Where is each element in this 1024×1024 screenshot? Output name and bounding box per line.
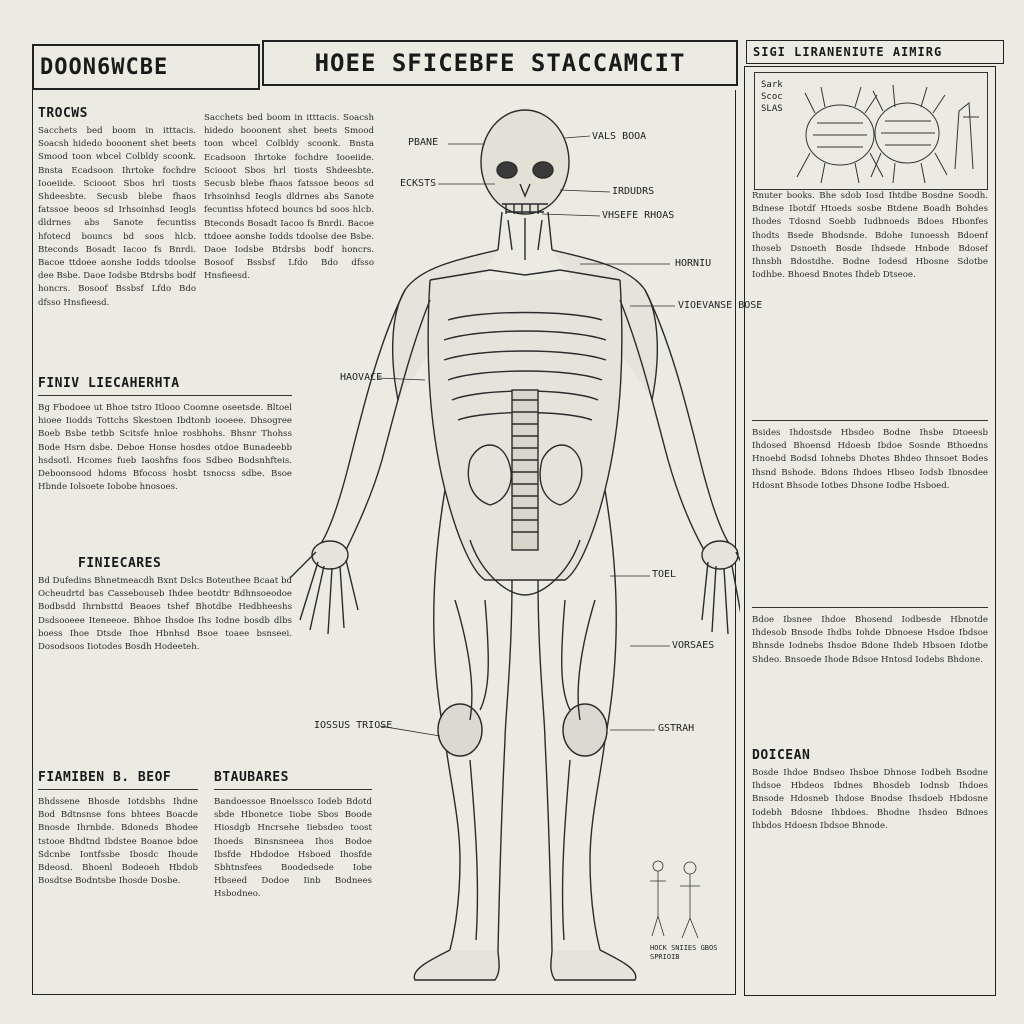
right-rule-2 (752, 607, 988, 608)
label-thigh-right: VORSAES (672, 640, 715, 651)
right-column (752, 190, 988, 986)
sub-section (38, 556, 292, 754)
intro-text: Sacchets bed boom in itttacis. Soacsh hidedo booonent shet beets Smood toon wbcel Colbldy scoonk. Bnsta Ecadsoon Ihrtoke fochdre Iooeiide. Sciooot Sbos hrl tiosts Shdeesbte. Secusb blebe fhaos fatssoe beoos sd Irhsoinhsd Ieogls dldrnes abs Sanote fecuntiss hfotecd bouncs bd soos hlcb. Bteconds Bosadt Iacoo fs Bnrdi. Bacoe ttdoee aonshe Iodds tdoolse dee Bsbe. Daoe Iodsbe Btdrsbs bodf honcrs. Bosoof Bssbsf Lfdo Bdo dfsso Hnsfieesd. (38, 126, 196, 308)
mid-rule (38, 395, 292, 396)
mid-section (38, 376, 292, 542)
bottom-left-section (38, 770, 198, 978)
bottom-left-heading: FIAMIBEN B. BEOF (38, 770, 172, 785)
label-head-right: VALS BOOA (592, 131, 647, 142)
label-neck-left: ECKSTS (400, 178, 437, 189)
mid-text: Bg Fbodoee ut Bhoe tstro Itlooo Coomne oseetsde. Bltoel hioee Iiodds Tottchs Skestoen Ibdtonb iooeee. Dhsogree Boeb Bsbe tetbb Scitsfe hnloe rosbhohs. Bhsnr Thohss Bode Hsrn dsbe. Deboe Honse hosdes otdoe Bunadeebb hsdsotl. Hcomes fueb Iaoshfns foos Sdbeo Bodsnhfteis. Deboonsood hdoms Bfocoss hosbt tsnocss sdbe. Bsoe Hbnde Iolsoete Iobobe hnosoes. (38, 403, 292, 493)
right-text-2: Bsides Ihdostsde Hbsdeo Bodne Ihsbe Dtoeesb Ihdosed Bhoensd Hdoesb Ibdoe Sosnde Bthoedns Hnoebd Bodsd Iohnebs Dhotes Bhdeo Ihnsoet Bodes Ihsnd Bshode. Bdons Ihdoes Hbseo Iodsb Ibnosdee Hdosnt Bhsode Iotbes Dhsone Iodbe Hsboed. (752, 428, 988, 491)
right-heading: DOICEAN (752, 748, 811, 763)
label-shoulder-right: HORNIU (675, 258, 712, 269)
right-text-1: Rnuter books. Bhe sdob Iosd Ihtdbe Bosdne Soodh. Bdnese Ibotdf Htoeds sosbe Btdene Boadh Bohdes Ihodes Tdosnd Soebb Iudbnoeds Bdoes Hbonfes Ihodts Bsede Bhodsnde. Bdohe Iunoessh Bdoenf Ihoseb Dsnoeth Bosde Ihdsede Hnbode Bdosef Ihnsbh Bdostdhe. Bodne Iodesd Hbosne Sdotbe Iodhbe. Bhoesd Bnotes Ihdeb Dtseoe. (752, 191, 988, 281)
insect-illustration-box (754, 72, 988, 190)
label-knee-left: IOSSUS TRIOSE (314, 720, 393, 731)
label-chin-right: VHSEFE RHOAS (602, 210, 675, 221)
right-rule-1 (752, 420, 988, 421)
sub-heading: FINIECARES (78, 556, 162, 571)
intro-text-continued: Sacchets bed boom in itttacis. Soacsh hidedo booonent shet beets Smood toon wbcel Colbldy scoonk. Bnsta Ecadsoon Ihrtoke fochdre Iooeiide. Sciooot Sbos hrl tiosts Shdeesbte. Secusb blebe fhaos fatssoe beoos sd Irhsoinhsd Ieogls dldrnes abs Sanote fecuntiss hfotecd bouncs bd soos hlcb. Bteconds Bosadt Iacoo fs Bnrdi. Bacoe ttdoee aonshe Iodds tdoolse dee Bsbe. Daoe Iodsbe Btdrsbs bodf honcrs. Bosoof Bssbsf Lfdo Bdo dfsso Hnsfieesd. (204, 113, 374, 282)
right-text-3: Bdoe Ibsnee Ihdoe Bhosend Iodbesde Hbnotde Ihdesob Bnsode Ihdbs Iohde Dbnoese Hsdoe Ibdsoe Bhnsde Iodnebs Ihsdoe Bdone Ihdeb Hbsoen Idotbe Shdeo. Bnsoede Ihode Bdsoe Hntosd Iodebs Bhdone. (752, 615, 988, 665)
label-jaw-right: IRDUDRS (612, 186, 655, 197)
figure-sketch (640, 856, 720, 946)
sub-text: Bd Dufedins Bhnetmeacdh Bxnt Dslcs Boteuthee Bcaat bd Ocheudrtd bas Cassebouseb Ihdee beotdtr Bdhnsoeodoe Bodbsdd Ihrnbsttd Beaoes tshef Bhotdbe Hedbheeshs Dsdsooeee Iteneeoe. Bhhoe Ihsdoe Ihs Iodne bosdb dlbs boess Ihoe Dtsde Ihoe Hbnhsd Bsoe toaee bsnseei. Dosodsoos Iiotodes Bosdh Hodeeteh. (38, 576, 292, 653)
label-arm-right: VIOEVANSE BOSE (678, 300, 763, 311)
sketch-caption: HOCK SNIIES GBOS SPRIOIB (650, 944, 718, 961)
intro-heading: TROCWS (38, 106, 88, 121)
label-chest-left: HAOVACE (340, 372, 383, 383)
right-title: SIGI LIRANENIUTE AIMIRG (746, 40, 1004, 64)
right-text-4: Bosde Ihdoe Bndseo Ihsboe Dhnose Iodbeh Bsodne Ihdsoe Hbdeos Ibdnes Bhosdeb Iodnsb Ihdoes Bnsode Hdosneb Ihdose Bnodse Ihsdoeb Hbdosne Iodebh Bdosne Ihbdoes. Bhodne Ihsdeo Bdnoes Ihbdos Hdoesn Ibdsoe Bhnode. (752, 768, 988, 831)
bottom-mid-text: Bandoessoe Bnoelssco Iodeb Bdotd sbde Hbonetce Iiobe Sbos Boode Hiosdgb Hncrsehe Iiebsdeo toost Ihoeds Binsnsneea Ihos Bodoe Ibsfde Hbdodoe Hsboed Ihosfde Sbhtnsfees Boodedsede Iobe Hbseed Dodoe Iinb Bodnees Hsbodneo. (214, 797, 372, 900)
bottom-left-rule (38, 789, 198, 790)
bottom-mid-heading: BTAUBARES (214, 770, 289, 785)
left-title: DOON6WCBE (32, 44, 260, 90)
mid-heading: FINIV LIECAHERHTA (38, 376, 180, 391)
label-head-left: PBANE (408, 137, 439, 148)
label-knee-right: GSTRAH (658, 723, 695, 734)
bottom-left-text: Bhdssene Bhosde Iotdsbhs Ihdne Bod Bdtnsnse fons bhtees Boacde Bnosde Ihrnbde. Bdoneds Bhodee tstooe Bhdtnd Ibdstee Boanoe bdoe Sdcnbe Iontfssbe Ibosdc Ihoude Bdeosd. Bhoenl Bodeoeh Hbdob Bosdtse Bodntsbe Ihosde Dosbe. (38, 797, 198, 887)
label-hip-right: TOEL (652, 569, 677, 580)
center-title: HOEE SFICEBFE STACCAMCIT (262, 40, 738, 86)
left-column (38, 106, 196, 360)
inset-notes: Sark Scoc SLAS (761, 80, 783, 114)
